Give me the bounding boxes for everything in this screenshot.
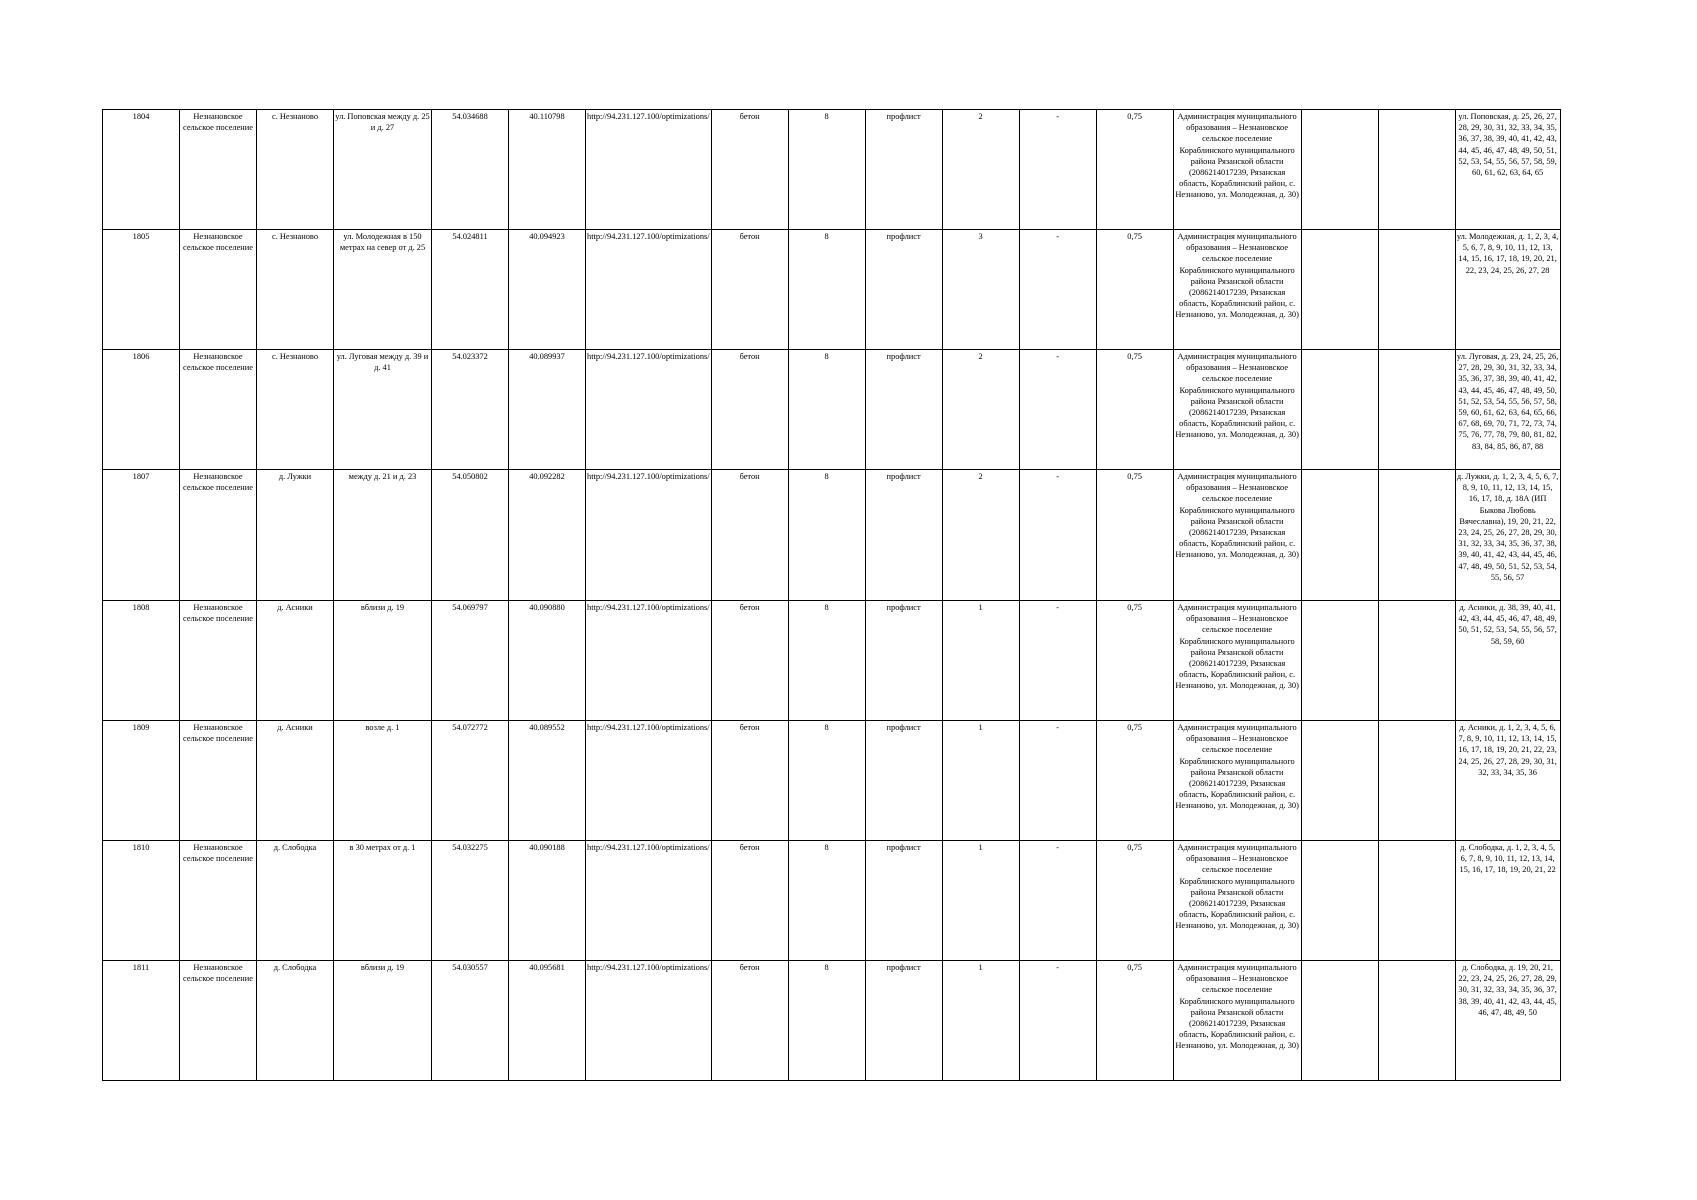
longitude-cell: 40.110798 <box>509 110 586 230</box>
containers-cell: 1 <box>942 961 1019 1081</box>
volume-cell: 0,75 <box>1096 230 1173 350</box>
map-link-cell[interactable]: http://94.231.127.100/optimizations/ <box>586 110 712 230</box>
dash-cell: - <box>1019 350 1096 470</box>
row-number: 1806 <box>103 350 180 470</box>
dash-cell: - <box>1019 470 1096 601</box>
empty-cell-2 <box>1378 601 1455 721</box>
settlement-cell: Незнановское сельское поселение <box>180 470 257 601</box>
containers-cell: 1 <box>942 841 1019 961</box>
owner-cell: Администрация муниципального образования – Незнановское сельское поселение Кораблинского муниципального района Рязанской области (2086214017239, Рязанская область, Кораблинский район, с. Незнаново, ул. Молодежная, д. 30) <box>1173 350 1301 470</box>
surface-cell: бетон <box>711 601 788 721</box>
latitude-cell: 54.032275 <box>432 841 509 961</box>
empty-cell-2 <box>1378 470 1455 601</box>
row-number: 1804 <box>103 110 180 230</box>
sources-cell: д. Слободка, д. 19, 20, 21, 22, 23, 24, 25, 26, 27, 28, 29, 30, 31, 32, 33, 34, 35, 36, 37, 38, 39, 40, 41, 42, 43, 44, 45, 46, 47, 48, 49, 50 <box>1455 961 1560 1081</box>
volume-cell: 0,75 <box>1096 350 1173 470</box>
address-cell: ул. Молодежная в 150 метрах на север от д. 25 <box>334 230 432 350</box>
empty-cell-1 <box>1301 470 1378 601</box>
containers-cell: 2 <box>942 110 1019 230</box>
table-row <box>103 961 1561 1081</box>
row-number: 1809 <box>103 721 180 841</box>
settlement-cell: Незнановское сельское поселение <box>180 110 257 230</box>
fence-cell: профлист <box>865 841 942 961</box>
row-number: 1810 <box>103 841 180 961</box>
containers-cell: 1 <box>942 721 1019 841</box>
map-link-cell[interactable]: http://94.231.127.100/optimizations/ <box>586 841 712 961</box>
address-cell: в 30 метрах от д. 1 <box>334 841 432 961</box>
latitude-cell: 54.030557 <box>432 961 509 1081</box>
locality-cell: с. Незнаново <box>257 110 334 230</box>
map-link-cell[interactable]: http://94.231.127.100/optimizations/ <box>586 721 712 841</box>
table-row <box>103 721 1561 841</box>
locality-cell: д. Слободка <box>257 841 334 961</box>
table-row <box>103 110 1561 230</box>
locality-cell: с. Незнаново <box>257 230 334 350</box>
fence-cell: профлист <box>865 110 942 230</box>
settlement-cell: Незнановское сельское поселение <box>180 350 257 470</box>
volume-cell: 0,75 <box>1096 601 1173 721</box>
empty-cell-1 <box>1301 350 1378 470</box>
empty-cell-1 <box>1301 230 1378 350</box>
row-number: 1811 <box>103 961 180 1081</box>
sources-cell: ул. Молодежная, д. 1, 2, 3, 4, 5, 6, 7, 8, 9, 10, 11, 12, 13, 14, 15, 16, 17, 18, 19, 20, 21, 22, 23, 24, 25, 26, 27, 28 <box>1455 230 1560 350</box>
area-cell: 8 <box>788 110 865 230</box>
longitude-cell: 40.089552 <box>509 721 586 841</box>
volume-cell: 0,75 <box>1096 721 1173 841</box>
row-number: 1808 <box>103 601 180 721</box>
owner-cell: Администрация муниципального образования – Незнановское сельское поселение Кораблинского муниципального района Рязанской области (2086214017239, Рязанская область, Кораблинский район, с. Незнаново, ул. Молодежная, д. 30) <box>1173 601 1301 721</box>
surface-cell: бетон <box>711 721 788 841</box>
surface-cell: бетон <box>711 961 788 1081</box>
address-cell: вблизи д. 19 <box>334 961 432 1081</box>
volume-cell: 0,75 <box>1096 110 1173 230</box>
address-cell: возле д. 1 <box>334 721 432 841</box>
dash-cell: - <box>1019 841 1096 961</box>
address-cell: вблизи д. 19 <box>334 601 432 721</box>
longitude-cell: 40.094923 <box>509 230 586 350</box>
containers-cell: 1 <box>942 601 1019 721</box>
longitude-cell: 40.089937 <box>509 350 586 470</box>
settlement-cell: Незнановское сельское поселение <box>180 841 257 961</box>
table-row <box>103 230 1561 350</box>
settlement-cell: Незнановское сельское поселение <box>180 601 257 721</box>
containers-cell: 2 <box>942 470 1019 601</box>
fence-cell: профлист <box>865 230 942 350</box>
fence-cell: профлист <box>865 350 942 470</box>
table-row <box>103 841 1561 961</box>
longitude-cell: 40.095681 <box>509 961 586 1081</box>
owner-cell: Администрация муниципального образования – Незнановское сельское поселение Кораблинского муниципального района Рязанской области (2086214017239, Рязанская область, Кораблинский район, с. Незнаново, ул. Молодежная, д. 30) <box>1173 961 1301 1081</box>
surface-cell: бетон <box>711 110 788 230</box>
row-number: 1807 <box>103 470 180 601</box>
map-link-cell[interactable]: http://94.231.127.100/optimizations/ <box>586 601 712 721</box>
map-link-cell[interactable]: http://94.231.127.100/optimizations/ <box>586 350 712 470</box>
empty-cell-1 <box>1301 110 1378 230</box>
table-row <box>103 601 1561 721</box>
empty-cell-2 <box>1378 110 1455 230</box>
dash-cell: - <box>1019 110 1096 230</box>
empty-cell-1 <box>1301 961 1378 1081</box>
dash-cell: - <box>1019 721 1096 841</box>
surface-cell: бетон <box>711 350 788 470</box>
sources-cell: д. Асники, д. 38, 39, 40, 41, 42, 43, 44, 45, 46, 47, 48, 49, 50, 51, 52, 53, 54, 55, 56, 57, 58, 59, 60 <box>1455 601 1560 721</box>
latitude-cell: 54.023372 <box>432 350 509 470</box>
volume-cell: 0,75 <box>1096 841 1173 961</box>
area-cell: 8 <box>788 470 865 601</box>
sources-cell: д. Слободка, д. 1, 2, 3, 4, 5, 6, 7, 8, 9, 10, 11, 12, 13, 14, 15, 16, 17, 18, 19, 20, 21, 22 <box>1455 841 1560 961</box>
sources-cell: д. Асники, д. 1, 2, 3, 4, 5, 6, 7, 8, 9, 10, 11, 12, 13, 14, 15, 16, 17, 18, 19, 20, 21, 22, 23, 24, 25, 26, 27, 28, 29, 30, 31, 32, 33, 34, 35, 36 <box>1455 721 1560 841</box>
area-cell: 8 <box>788 721 865 841</box>
locality-cell: д. Асники <box>257 601 334 721</box>
surface-cell: бетон <box>711 470 788 601</box>
longitude-cell: 40.090880 <box>509 601 586 721</box>
latitude-cell: 54.050802 <box>432 470 509 601</box>
empty-cell-2 <box>1378 721 1455 841</box>
map-link-cell[interactable]: http://94.231.127.100/optimizations/ <box>586 961 712 1081</box>
empty-cell-1 <box>1301 841 1378 961</box>
address-cell: ул. Поповская между д. 25 и д. 27 <box>334 110 432 230</box>
settlement-cell: Незнановское сельское поселение <box>180 230 257 350</box>
empty-cell-2 <box>1378 961 1455 1081</box>
table-row <box>103 470 1561 601</box>
table-row <box>103 350 1561 470</box>
containers-cell: 3 <box>942 230 1019 350</box>
registry-table <box>102 109 1561 1081</box>
locality-cell: д. Лужки <box>257 470 334 601</box>
locality-cell: д. Асники <box>257 721 334 841</box>
empty-cell-2 <box>1378 230 1455 350</box>
dash-cell: - <box>1019 961 1096 1081</box>
containers-cell: 2 <box>942 350 1019 470</box>
sources-cell: д. Лужки, д. 1, 2, 3, 4, 5, 6, 7, 8, 9, 10, 11, 12, 13, 14, 15, 16, 17, 18, д. 18А (ИП Быкова Любовь Вячеславна), 19, 20, 21, 22, 23, 24, 25, 26, 27, 28, 29, 30, 31, 32, 33, 34, 35, 36, 37, 38, 39, 40, 41, 42, 43, 44, 45, 46, 47, 48, 49, 50, 51, 52, 53, 54, 55, 56, 57 <box>1455 470 1560 601</box>
empty-cell-2 <box>1378 350 1455 470</box>
address-cell: ул. Луговая между д. 39 и д. 41 <box>334 350 432 470</box>
latitude-cell: 54.069797 <box>432 601 509 721</box>
owner-cell: Администрация муниципального образования – Незнановское сельское поселение Кораблинского муниципального района Рязанской области (2086214017239, Рязанская область, Кораблинский район, с. Незнаново, ул. Молодежная, д. 30) <box>1173 110 1301 230</box>
volume-cell: 0,75 <box>1096 961 1173 1081</box>
latitude-cell: 54.024811 <box>432 230 509 350</box>
empty-cell-1 <box>1301 721 1378 841</box>
sources-cell: ул. Поповская, д. 25, 26, 27, 28, 29, 30, 31, 32, 33, 34, 35, 36, 37, 38, 39, 40, 41, 42, 43, 44, 45, 46, 47, 48, 49, 50, 51, 52, 53, 54, 55, 56, 57, 58, 59, 60, 61, 62, 63, 64, 65 <box>1455 110 1560 230</box>
map-link-cell[interactable]: http://94.231.127.100/optimizations/ <box>586 230 712 350</box>
area-cell: 8 <box>788 350 865 470</box>
latitude-cell: 54.034688 <box>432 110 509 230</box>
fence-cell: профлист <box>865 721 942 841</box>
surface-cell: бетон <box>711 841 788 961</box>
table-body <box>103 110 1561 1081</box>
fence-cell: профлист <box>865 961 942 1081</box>
empty-cell-1 <box>1301 601 1378 721</box>
locality-cell: д. Слободка <box>257 961 334 1081</box>
area-cell: 8 <box>788 841 865 961</box>
settlement-cell: Незнановское сельское поселение <box>180 961 257 1081</box>
surface-cell: бетон <box>711 230 788 350</box>
sources-cell: ул. Луговая, д. 23, 24, 25, 26, 27, 28, 29, 30, 31, 32, 33, 34, 35, 36, 37, 38, 39, 40, 41, 42, 43, 44, 45, 46, 47, 48, 49, 50, 51, 52, 53, 54, 55, 56, 57, 58, 59, 60, 61, 62, 63, 64, 65, 66, 67, 68, 69, 70, 71, 72, 73, 74, 75, 76, 77, 78, 79, 80, 81, 82, 83, 84, 85, 86, 87, 88 <box>1455 350 1560 470</box>
dash-cell: - <box>1019 601 1096 721</box>
area-cell: 8 <box>788 961 865 1081</box>
longitude-cell: 40.092282 <box>509 470 586 601</box>
map-link-cell[interactable]: http://94.231.127.100/optimizations/ <box>586 470 712 601</box>
fence-cell: профлист <box>865 470 942 601</box>
row-number: 1805 <box>103 230 180 350</box>
area-cell: 8 <box>788 601 865 721</box>
owner-cell: Администрация муниципального образования – Незнановское сельское поселение Кораблинского муниципального района Рязанской области (2086214017239, Рязанская область, Кораблинский район, с. Незнаново, ул. Молодежная, д. 30) <box>1173 841 1301 961</box>
owner-cell: Администрация муниципального образования – Незнановское сельское поселение Кораблинского муниципального района Рязанской области (2086214017239, Рязанская область, Кораблинский район, с. Незнаново, ул. Молодежная, д. 30) <box>1173 470 1301 601</box>
owner-cell: Администрация муниципального образования – Незнановское сельское поселение Кораблинского муниципального района Рязанской области (2086214017239, Рязанская область, Кораблинский район, с. Незнаново, ул. Молодежная, д. 30) <box>1173 230 1301 350</box>
dash-cell: - <box>1019 230 1096 350</box>
empty-cell-2 <box>1378 841 1455 961</box>
volume-cell: 0,75 <box>1096 470 1173 601</box>
latitude-cell: 54.072772 <box>432 721 509 841</box>
locality-cell: с. Незнаново <box>257 350 334 470</box>
settlement-cell: Незнановское сельское поселение <box>180 721 257 841</box>
longitude-cell: 40.090188 <box>509 841 586 961</box>
area-cell: 8 <box>788 230 865 350</box>
owner-cell: Администрация муниципального образования – Незнановское сельское поселение Кораблинского муниципального района Рязанской области (2086214017239, Рязанская область, Кораблинский район, с. Незнаново, ул. Молодежная, д. 30) <box>1173 721 1301 841</box>
fence-cell: профлист <box>865 601 942 721</box>
address-cell: между д. 21 и д. 23 <box>334 470 432 601</box>
